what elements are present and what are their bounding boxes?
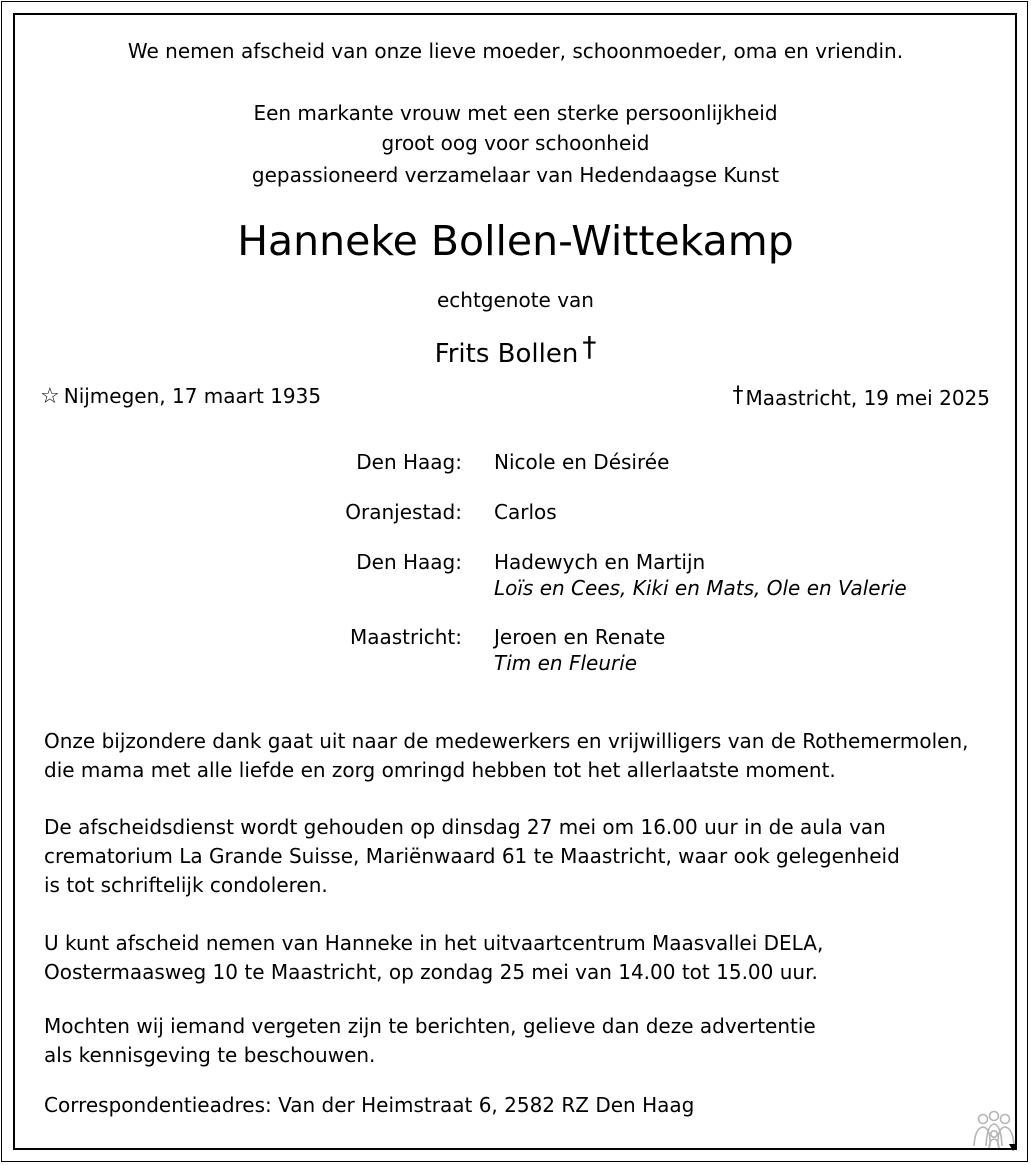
family-names bbox=[494, 549, 907, 601]
family-place: Maastricht: bbox=[349, 625, 462, 649]
family-grandchildren: Loïs en Cees, Kiki en Mats, Ole en Valerie bbox=[494, 576, 907, 600]
deceased-name: Hanneke Bollen-Wittekamp bbox=[237, 217, 794, 265]
paragraph-line: als kennisgeving te beschouwen. bbox=[44, 1043, 376, 1067]
birth-text: Nijmegen, 17 maart 1935 bbox=[63, 384, 322, 408]
paragraph-line: De afscheidsdienst wordt gehouden op dinsdag 27 mei om 16.00 uur in de aula van bbox=[44, 815, 886, 839]
family-children: Hadewych en Martijn bbox=[494, 550, 706, 574]
family-names bbox=[494, 449, 669, 475]
correspondence-address bbox=[44, 1091, 694, 1120]
people-group-icon[interactable] bbox=[970, 1108, 1018, 1152]
cross-icon: † bbox=[732, 383, 744, 408]
spouse-label: echtgenote van bbox=[436, 288, 594, 312]
family-children: Jeroen en Renate bbox=[494, 625, 666, 649]
motto-line-1: Een markante vrouw met een sterke persoonlijkheid bbox=[253, 101, 778, 125]
family-children: Nicole en Désirée bbox=[494, 450, 670, 474]
paragraph-line: crematorium La Grande Suisse, Mariënwaard 61 te Maastricht, waar ook gelegenheid bbox=[44, 844, 900, 868]
paragraph-line: is tot schriftelijk condoleren. bbox=[44, 873, 328, 897]
family-place: Oranjestad: bbox=[345, 500, 462, 524]
motto-line-3: gepassioneerd verzamelaar van Hedendaagse Kunst bbox=[251, 163, 780, 187]
death-text: Maastricht, 19 mei 2025 bbox=[745, 386, 990, 410]
star-icon: ☆ bbox=[40, 384, 60, 409]
family-names bbox=[494, 499, 557, 525]
birth-line bbox=[40, 382, 321, 411]
family-place: Den Haag: bbox=[356, 450, 462, 474]
notice-paragraph bbox=[44, 1012, 816, 1070]
paragraph-line: die mama met alle liefde en zorg omringd hebben tot het allerlaatste moment. bbox=[44, 758, 836, 782]
farewell-paragraph bbox=[44, 929, 823, 987]
death-line bbox=[733, 382, 990, 412]
paragraph-line: Oostermaasweg 10 te Maastricht, op zondag 25 mei van 14.00 tot 15.00 uur. bbox=[44, 960, 818, 984]
paragraph-line: U kunt afscheid nemen van Hanneke in het uitvaartcentrum Maasvallei DELA, bbox=[44, 931, 824, 955]
family-children: Carlos bbox=[494, 500, 557, 524]
family-grandchildren: Tim en Fleurie bbox=[494, 651, 638, 675]
thanks-paragraph bbox=[44, 727, 969, 785]
spouse-name: Frits Bollen bbox=[434, 339, 579, 369]
motto-line-2: groot oog voor schoonheid bbox=[381, 131, 650, 155]
paragraph-line: Correspondentieadres: Van der Heimstraat 6, 2582 RZ Den Haag bbox=[44, 1093, 695, 1117]
paragraph-line: Mochten wij iemand vergeten zijn te berichten, gelieve dan deze advertentie bbox=[44, 1014, 816, 1038]
cross-icon: † bbox=[582, 330, 597, 363]
intro-text: We nemen afscheid van onze lieve moeder, schoonmoeder, oma en vriendin. bbox=[127, 39, 904, 63]
spouse-line bbox=[0, 329, 1031, 372]
paragraph-line: Onze bijzondere dank gaat uit naar de medewerkers en vrijwilligers van de Rothemermolen, bbox=[44, 729, 969, 753]
service-paragraph bbox=[44, 813, 900, 900]
family-place: Den Haag: bbox=[356, 550, 462, 574]
family-names bbox=[494, 624, 665, 676]
